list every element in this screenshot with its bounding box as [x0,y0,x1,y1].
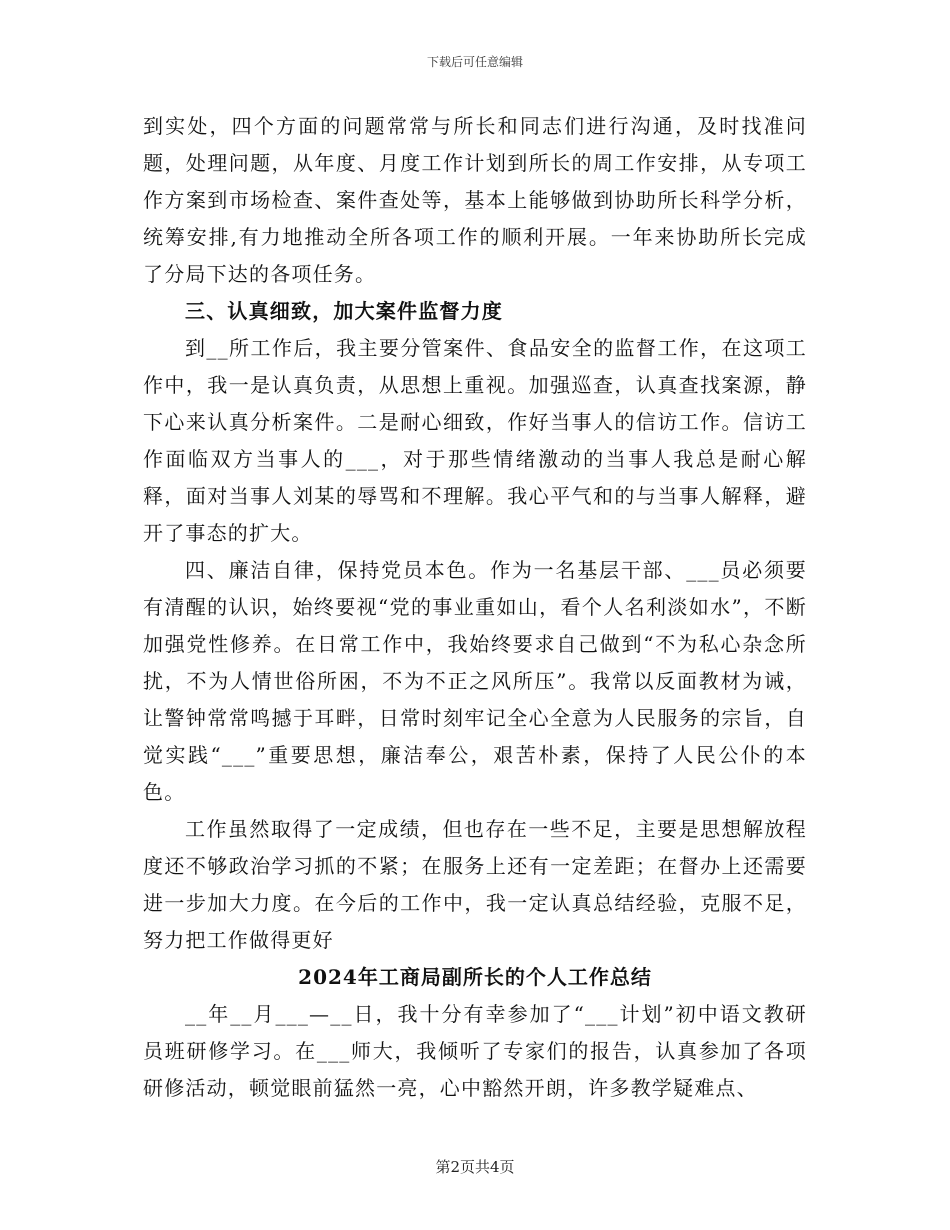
document-title: 2024年工商局副所长的个人工作总结 [298,965,652,989]
paragraph-shortcomings: 工作虽然取得了一定成绩，但也存在一些不足，主要是思想解放程度还不够政治学习抓的不紧；在服务上还有一定差距；在督办上还需要进一步加大力度。在今后的工作中，我一定认真总结经验，克服不足，努力把工作做得更好 [143,817,807,952]
paragraph-integrity: 四、廉洁自律，保持党员本色。作为一名基层干部、___员必须要有清醒的认识，始终要视“党的事业重如山，看个人名利淡如水”，不断加强党性修养。在日常工作中，我始终要求自己做到“不为私心杂念所扰，不为人情世俗所困，不为不正之风所压”。我常以反面教材为诫，让警钟常常鸣撼于耳畔，日常时刻牢记全心全意为人民服务的宗旨，自觉实践“___”重要思想，廉洁奉公，艰苦朴素，保持了人民公仆的本色。 [143,558,807,804]
paragraph-case-supervision: 到__所工作后，我主要分管案件、食品安全的监督工作，在这项工作中，我一是认真负责，从思想上重视。加强巡查，认真查找案源，静下心来认真分析案件。二是耐心细致，作好当事人的信访工作。信访工作面临双方当事人的___，对于那些情绪激动的当事人我总是耐心解释，面对当事人刘某的辱骂和不理解。我心平气和的与当事人解释，避开了事态的扩大。 [143,336,807,545]
paragraph-training: __年__月___—__日，我十分有幸参加了“___计划”初中语文教研员班研修学习。在___师大，我倾听了专家们的报告，认真参加了各项研修活动，顿觉眼前猛然一亮，心中豁然开朗，许多教学疑难点、 [143,1002,807,1100]
page-number: 第2页共4页 [435,1158,515,1176]
document-body [143,108,807,1107]
paragraph-continuation: 到实处，四个方面的问题常常与所长和同志们进行沟通，及时找准问题，处理问题，从年度、月度工作计划到所长的周工作安排，从专项工作方案到市场检查、案件查处等，基本上能够做到协助所长科学分析，统筹安排,有力地推动全所各项工作的顺利开展。一年来协助所长完成了分局下达的各项任务。 [143,114,807,286]
section-heading-3: 三、认真细致，加大案件监督力度 [185,299,503,323]
page-header-note: 下载后可任意编辑 [426,55,523,69]
